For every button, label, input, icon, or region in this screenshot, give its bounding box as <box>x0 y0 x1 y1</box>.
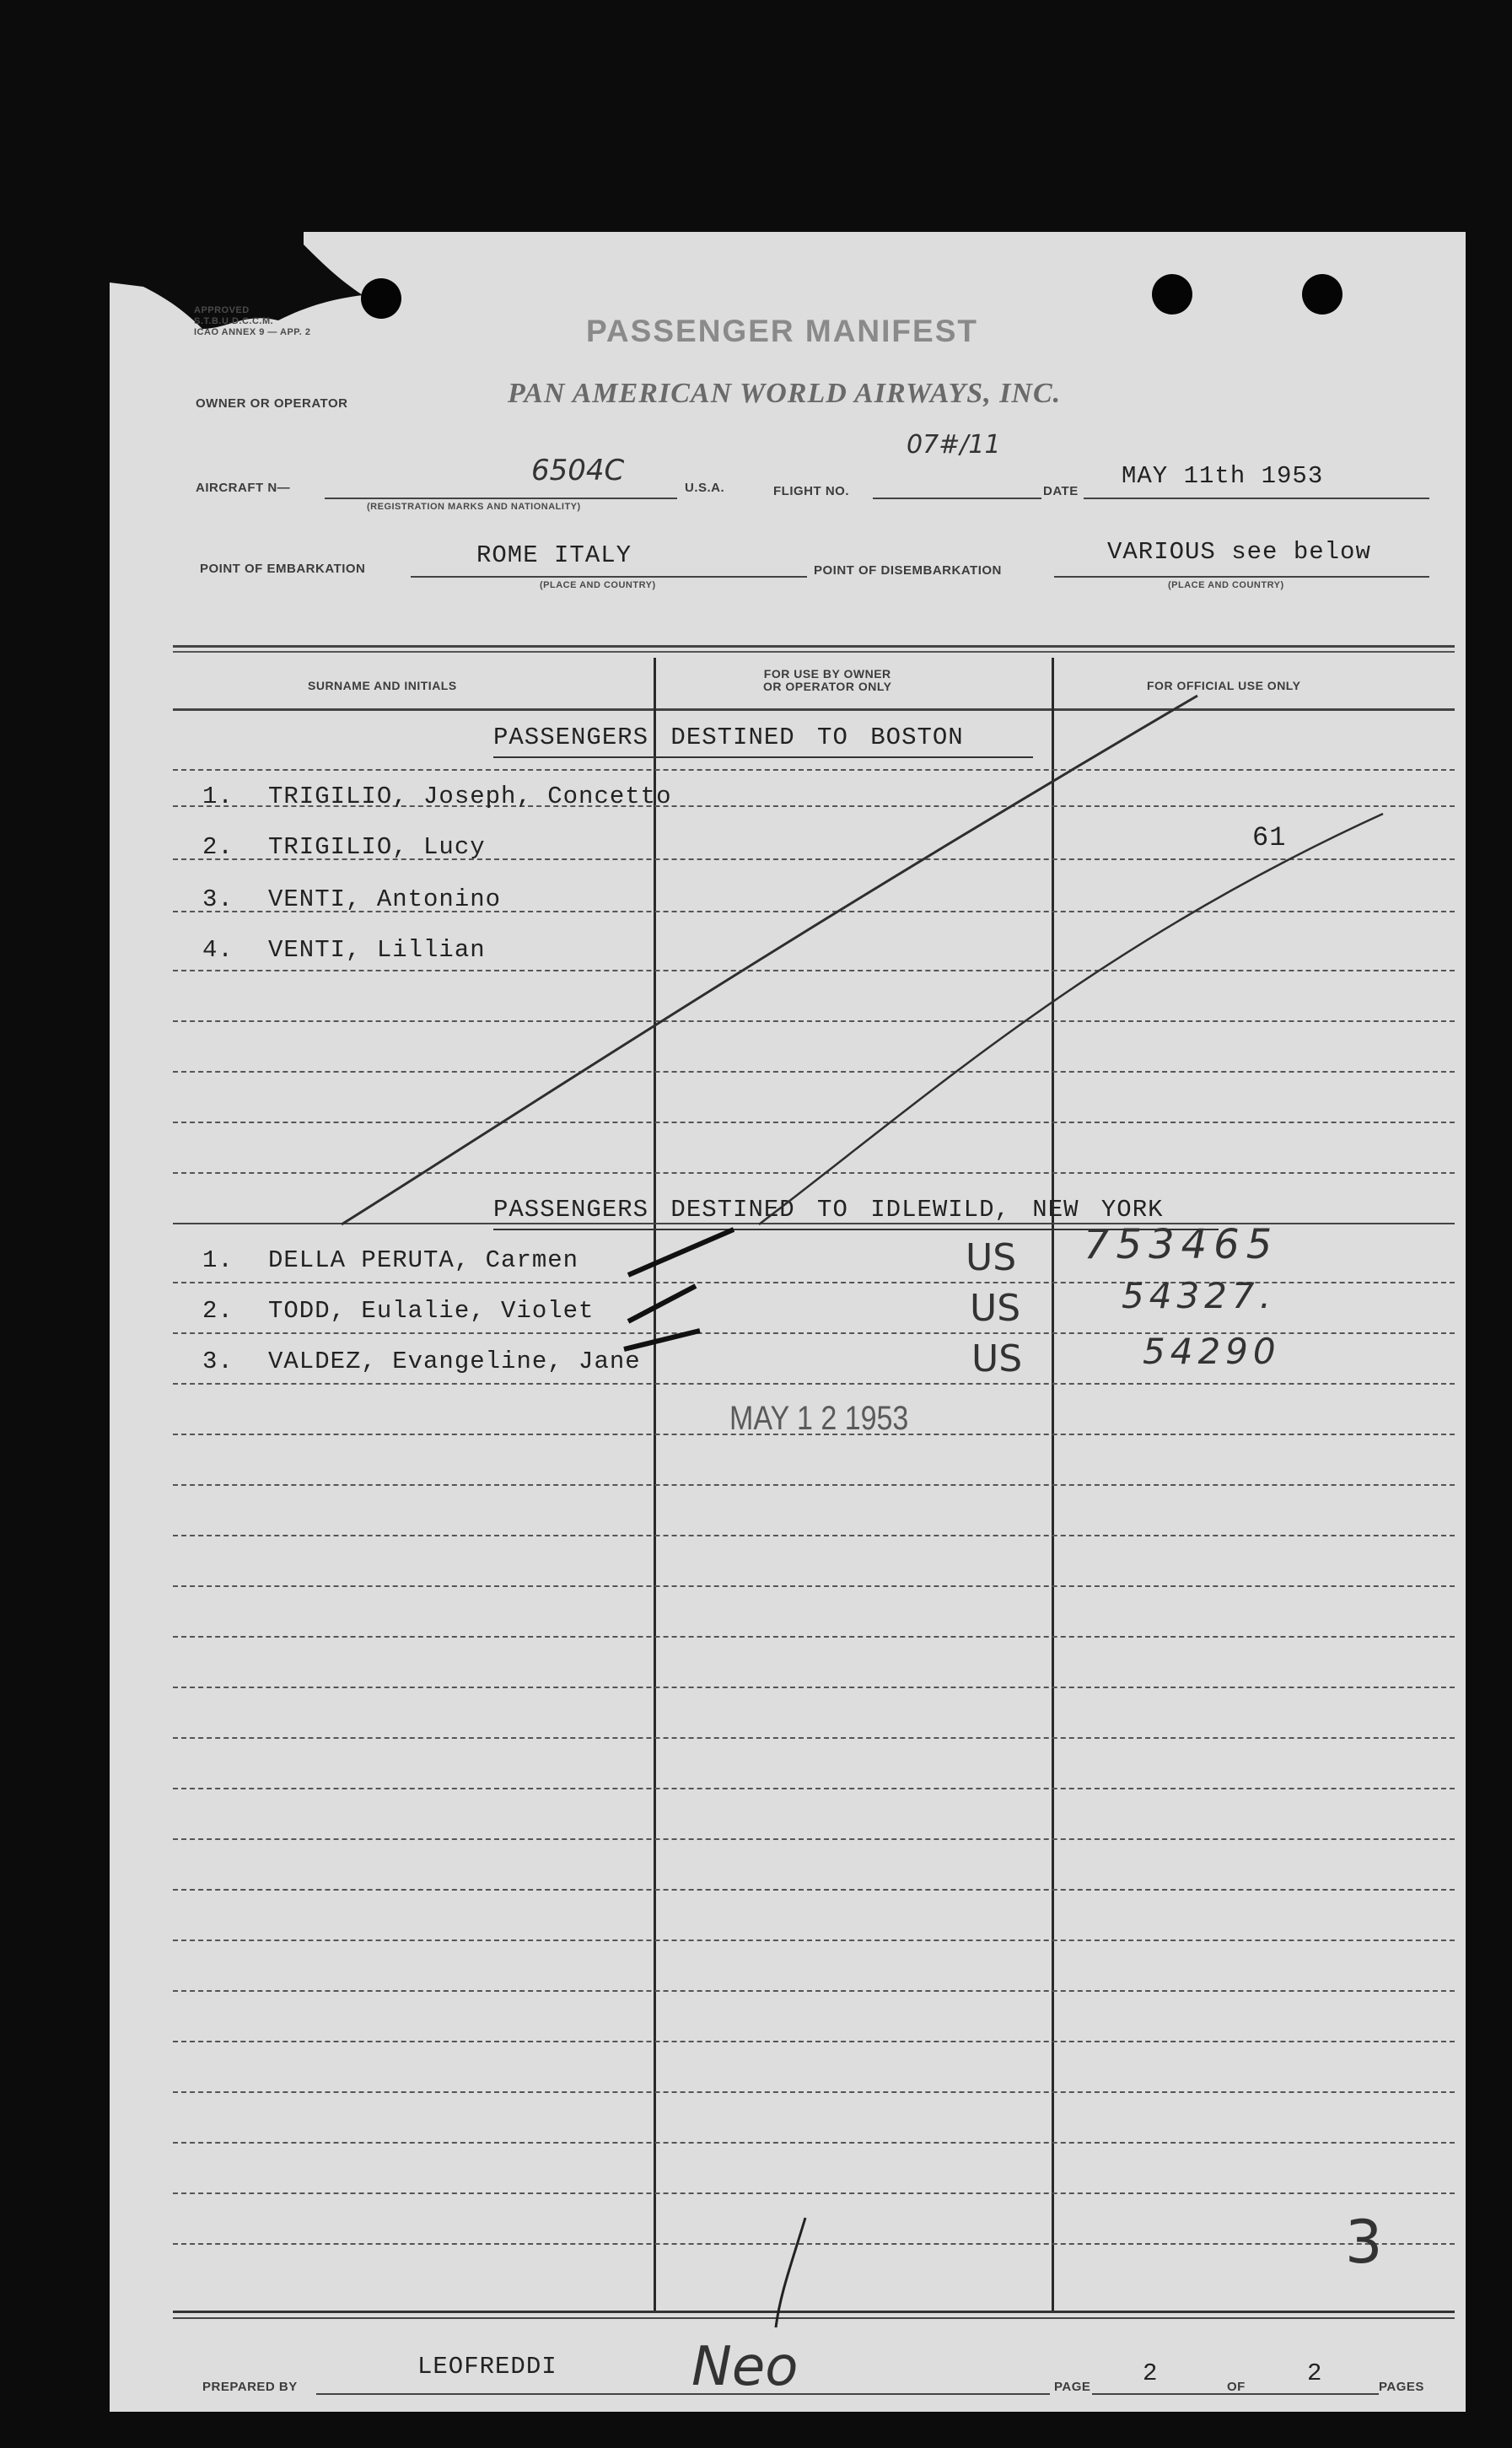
approval-note: APPROVED S.T.B.U.D.C.C.M. ICAO ANNEX 9 — APP. 2 <box>194 305 311 337</box>
newyork-row-1-owner: US <box>966 1236 1017 1279</box>
date-label: DATE <box>1043 484 1079 498</box>
date-value: MAY 11th 1953 <box>1122 462 1324 490</box>
newyork-row-1-name: DELLA PERUTA, Carmen <box>268 1246 579 1274</box>
boston-row-4-number: 4. <box>202 936 234 964</box>
newyork-row-3-official: 54290 <box>1143 1331 1281 1372</box>
pages-label: PAGES <box>1379 2380 1424 2394</box>
boston-row-3-number: 3. <box>202 885 234 913</box>
newyork-row-3-number: 3. <box>202 1348 234 1375</box>
boston-row-4-name: VENTI, Lillian <box>268 936 486 964</box>
newyork-heading: PASSENGERS DESTINED TO IDLEWILD, NEW YORK <box>493 1196 1164 1224</box>
newyork-row-2-official: 54327. <box>1122 1275 1276 1316</box>
boston-row-1-name: TRIGILIO, Joseph, Concetto <box>268 783 672 810</box>
boston-row-3-name: VENTI, Antonino <box>268 885 502 913</box>
disembarkation-label: POINT OF DISEMBARKATION <box>814 563 1002 578</box>
flight-number: 07#/11 <box>907 430 1001 460</box>
corner-page-mark: 3 <box>1345 2208 1383 2277</box>
newyork-row-2-owner: US <box>970 1287 1021 1330</box>
usa-label: U.S.A. <box>685 481 725 495</box>
column-header-official: FOR OFFICIAL USE ONLY <box>1147 679 1301 692</box>
boston-heading: PASSENGERS DESTINED TO BOSTON <box>493 724 964 751</box>
received-date-stamp: MAY 1 2 1953 <box>729 1400 909 1437</box>
boston-official-note: 61 <box>1252 822 1287 853</box>
owner-operator-label: OWNER OR OPERATOR <box>196 396 348 411</box>
prepared-by-value: LEOFREDDI <box>417 2353 557 2381</box>
disembarkation-value: VARIOUS see below <box>1107 538 1371 566</box>
preparer-signature: Neo <box>691 2336 799 2398</box>
column-header-owner: FOR USE BY OWNER OR OPERATOR ONLY <box>763 667 892 693</box>
column-header-surname: SURNAME AND INITIALS <box>308 679 457 692</box>
boston-row-1-number: 1. <box>202 783 234 810</box>
prepared-by-label: PREPARED BY <box>202 2380 298 2394</box>
of-label: OF <box>1227 2380 1246 2394</box>
embarkation-label: POINT OF EMBARKATION <box>200 562 366 576</box>
boston-row-2-name: TRIGILIO, Lucy <box>268 833 486 861</box>
aircraft-number: 6504C <box>531 454 625 487</box>
flight-label: FLIGHT NO. <box>773 484 849 498</box>
embarkation-caption: (PLACE AND COUNTRY) <box>540 580 656 590</box>
registration-caption: (REGISTRATION MARKS AND NATIONALITY) <box>367 502 581 512</box>
newyork-row-3-owner: US <box>971 1337 1023 1380</box>
form-title: PASSENGER MANIFEST <box>586 314 978 348</box>
page-number: 2 <box>1143 2359 1159 2387</box>
disembarkation-caption: (PLACE AND COUNTRY) <box>1168 580 1284 590</box>
newyork-row-1-number: 1. <box>202 1246 234 1274</box>
airline-name: PAN AMERICAN WORLD AIRWAYS, INC. <box>508 378 1062 409</box>
aircraft-label: AIRCRAFT N— <box>196 481 291 495</box>
boston-row-2-number: 2. <box>202 833 234 861</box>
embarkation-value: ROME ITALY <box>476 541 632 569</box>
newyork-row-1-official: 753465 <box>1084 1221 1279 1268</box>
page-label: PAGE <box>1054 2380 1091 2394</box>
newyork-row-3-name: VALDEZ, Evangeline, Jane <box>268 1348 641 1375</box>
page-total: 2 <box>1307 2359 1323 2387</box>
newyork-row-2-number: 2. <box>202 1297 234 1325</box>
newyork-row-2-name: TODD, Eulalie, Violet <box>268 1297 595 1325</box>
